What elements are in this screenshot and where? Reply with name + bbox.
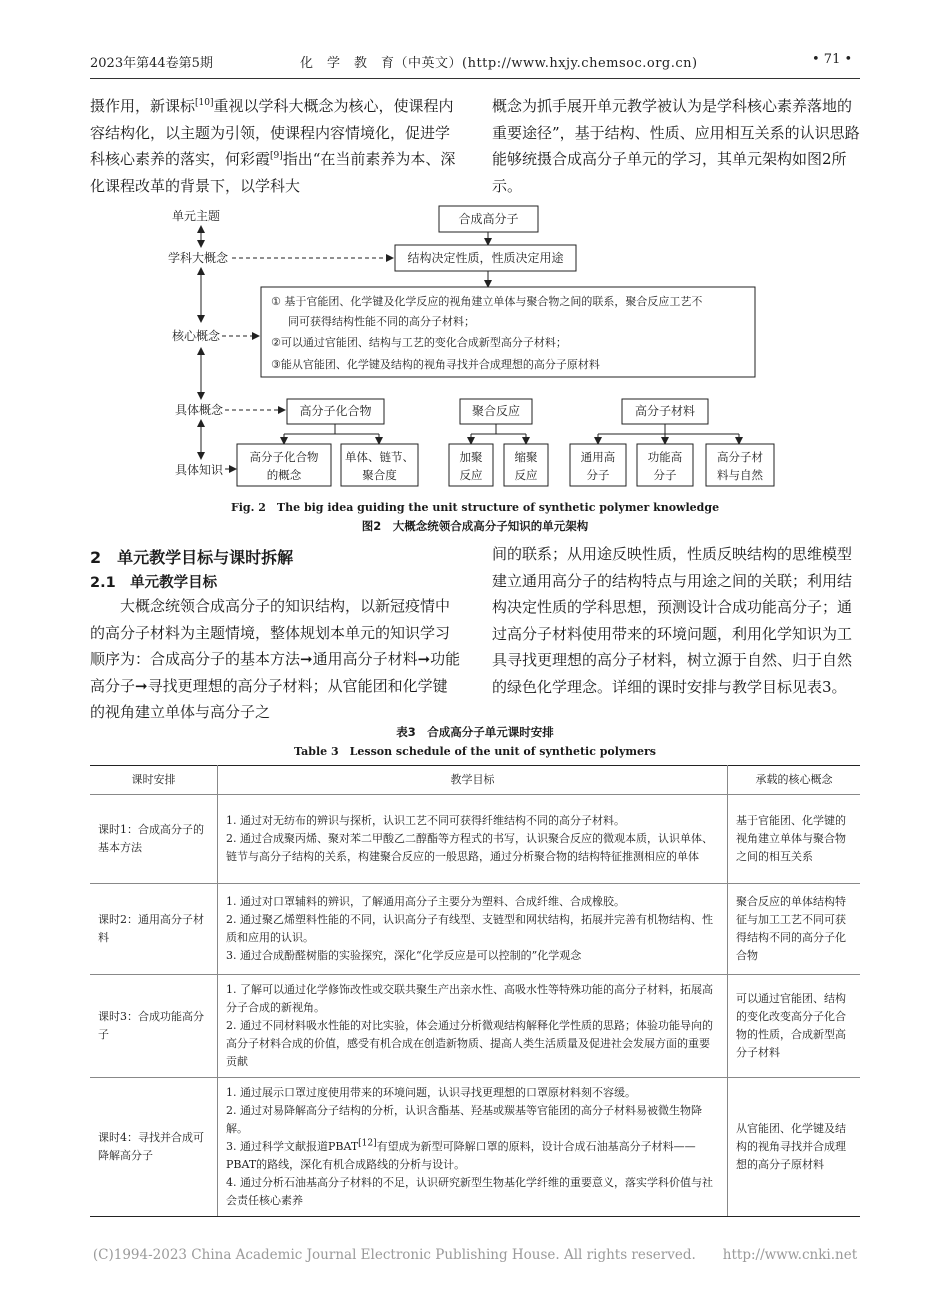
section-heading: 2 单元教学目标与课时拆解 — [90, 548, 294, 567]
goal-item: 2. 通过不同材料吸水性能的对比实验，体会通过分析微观结构解释化学性质的思路；体验功能导向的高分子材料合成的价值，感受有机合成在创造新物质、提高人类生活质量及促进社会发展方面的重要贡献 — [226, 1019, 713, 1068]
table-title-en: Table 3 Lesson schedule of the unit of synthetic polymers — [294, 745, 656, 758]
label-core-concept: 核心概念 — [172, 329, 221, 343]
citation-ref[interactable]: [12] — [358, 1138, 377, 1149]
right-column-section — [492, 541, 862, 700]
knowledge-text: 反应 — [459, 468, 483, 482]
core-line: ③能从官能团、化学键及结构的视角寻找并合成理想的高分子原材料 — [271, 358, 600, 371]
concept-polymer-compound: 高分子化合物 — [299, 404, 372, 418]
left-column-top — [90, 93, 462, 199]
unit-structure-diagram — [0, 198, 950, 498]
lesson-schedule-table — [90, 765, 860, 1217]
knowledge-text: 的概念 — [266, 468, 302, 482]
knowledge-text: 功能高 — [647, 450, 683, 464]
text-segment: 有望成为新型可降解口罩的原料，设计合成石油基高分子材料——PBAT的路线，深化有机合成路线的分析与设计。 — [226, 1140, 696, 1171]
core-cell: 可以通过官能团、结构的变化改变高分子化合物的性质，合成新型高分子材料 — [728, 975, 861, 1078]
goal-item: 1. 了解可以通过化学修饰改性或交联共聚生产出亲水性、高吸水性等特殊功能的高分子材料，拓展高分子合成的新视角。 — [226, 983, 713, 1014]
knowledge-text: 聚合度 — [362, 468, 397, 482]
core-line: 同可获得结构性能不同的高分子材料； — [288, 315, 475, 328]
goal-item: 1. 通过对无纺布的辨识与探析，认识工艺不同可获得纤维结构不同的高分子材料。 — [226, 814, 625, 827]
core-cell: 从官能团、化学键及结构的视角寻找并合成理想的高分子原材料 — [728, 1078, 861, 1217]
table-title-zh: 表3 合成高分子单元课时安排 — [396, 725, 554, 739]
knowledge-text: 缩聚 — [514, 450, 538, 464]
goals-cell — [218, 1078, 728, 1217]
knowledge-text: 料与自然 — [717, 468, 763, 482]
core-cell: 聚合反应的单体结构特征与加工工艺不同可获得结构不同的高分子化合物 — [728, 884, 861, 975]
knowledge-text: 单体、链节、 — [345, 450, 414, 464]
lesson-cell: 课时2：通用高分子材料 — [90, 884, 218, 975]
text-segment: 摄作用，新课标 — [90, 97, 196, 115]
table-header-row — [90, 766, 860, 795]
goal-item: 3. 通过合成酚醛树脂的实验探究，深化“化学反应是可以控制的”化学观念 — [226, 949, 582, 962]
citation-ref[interactable]: [9] — [270, 151, 283, 161]
column-header: 教学目标 — [218, 766, 728, 795]
citation-ref[interactable]: [10] — [195, 98, 214, 108]
paragraph: 大概念统领合成高分子的知识结构，以新冠疫情中的高分子材料为主题情境，整体规划本单元的知识学习顺序为：合成高分子的基本方法➞通用高分子材料➞功能高分子➞寻找更理想的高分子材料；从官能团和化学键的视角建立单体与高分子之 — [90, 597, 461, 721]
subsection-heading: 2.1 单元教学目标 — [90, 575, 218, 591]
lesson-cell: 课时4：寻找并合成可降解高分子 — [90, 1078, 218, 1217]
big-idea-text: 结构决定性质，性质决定用途 — [407, 251, 564, 265]
concept-polymer-material: 高分子材料 — [634, 404, 696, 418]
goal-item: 1. 通过展示口罩过度使用带来的环境问题，认识寻找更理想的口罩原材料刻不容缓。 — [226, 1086, 636, 1099]
core-line: ① 基于官能团、化学键及化学反应的视角建立单体与聚合物之间的联系，聚合反应工艺不 — [271, 295, 703, 308]
topic-text: 合成高分子 — [458, 212, 519, 226]
goal-item: 2. 通过合成聚丙烯、聚对苯二甲酸乙二醇酯等方程式的书写，认识聚合反应的微观本质，认识单体、链节与高分子结构的关系，构建聚合反应的一般思路，通过分析聚合物的结构特征推测相应的单体 — [226, 832, 713, 863]
text-segment: 指出“在当前素养为本、深化课程改革的背景下，以学科大 — [90, 150, 456, 195]
column-header: 承载的核心概念 — [728, 766, 861, 795]
table-row — [90, 884, 860, 975]
knowledge-text: 高分子材 — [717, 450, 763, 464]
text-segment: 重视以学科大概念为核心，使课程内容结构化，以主题为引领，使课程内容情境化，促进学科核心素养的落实，何彩霞 — [90, 97, 454, 168]
paragraph: 概念为抓手展开单元教学被认为是学科核心素养落地的重要途径”，基于结构、性质、应用相互关系的认识思路能够统摄合成高分子单元的学习，其单元架构如图2所示。 — [492, 97, 860, 195]
knowledge-text: 分子 — [653, 468, 677, 482]
journal-title: 化 学 教 育（中英文）(http://www.hxjy.chemsoc.org.cn) — [300, 56, 698, 71]
goal-item: 2. 通过聚乙烯塑料性能的不同，认识高分子有线型、支链型和网状结构，拓展并完善有机物结构、性质和应用的认识。 — [226, 913, 713, 944]
paragraph: 间的联系；从用途反映性质，性质反映结构的思维模型建立通用高分子的结构特点与用途之间的关联；利用结构决定性质的学科思想，预测设计合成功能高分子；通过高分子材料使用带来的环境问题，利用化学知识为工具寻找更理想的高分子材料，树立源于自然、归于自然的绿色化学理念。详细的课时安排与教学目标见表3。 — [492, 545, 853, 696]
goal-item: 2. 通过对易降解高分子结构的分析，认识含酯基、羟基或羰基等官能团的高分子材料易被微生物降解。 — [226, 1104, 702, 1135]
knowledge-text: 分子 — [586, 468, 610, 482]
label-specific-concept: 具体概念 — [175, 403, 224, 417]
label-specific-knowledge: 具体知识 — [175, 463, 224, 477]
header-rule — [90, 78, 860, 79]
goals-cell — [218, 975, 728, 1078]
table-row — [90, 1078, 860, 1217]
figure-caption-en: Fig. 2 The big idea guiding the unit structure of synthetic polymer knowledge — [230, 501, 720, 514]
copyright-footer: (C)1994-2023 China Academic Journal Electronic Publishing House. All rights reserved. http://www.cnki.net — [92, 1247, 858, 1263]
left-column-section — [90, 593, 462, 726]
journal-issue: 2023年第44卷第5期 — [90, 56, 213, 71]
table-row — [90, 795, 860, 884]
lesson-cell: 课时1：合成高分子的基本方法 — [90, 795, 218, 884]
goals-cell — [218, 884, 728, 975]
figure-caption-zh: 图2 大概念统领合成高分子知识的单元架构 — [361, 519, 589, 533]
label-big-idea: 学科大概念 — [168, 251, 229, 265]
column-header: 课时安排 — [90, 766, 218, 795]
page-number: • 71 • — [812, 52, 853, 67]
knowledge-text: 高分子化合物 — [249, 450, 319, 464]
knowledge-boxes — [237, 444, 774, 486]
concept-polymerization: 聚合反应 — [471, 404, 521, 418]
lesson-cell: 课时3：合成功能高分子 — [90, 975, 218, 1078]
goals-cell — [218, 795, 728, 884]
goal-item — [226, 1138, 719, 1174]
core-line: ②可以通过官能团、结构与工艺的变化合成新型高分子材料； — [271, 336, 567, 349]
goal-item: 1. 通过对口罩辅料的辨识，了解通用高分子主要分为塑料、合成纤维、合成橡胶。 — [226, 895, 625, 908]
knowledge-text: 加聚 — [459, 450, 483, 464]
tree-connectors — [284, 424, 739, 444]
right-column-top — [492, 93, 862, 199]
knowledge-text: 通用高 — [580, 450, 616, 464]
knowledge-text: 反应 — [514, 468, 538, 482]
table-row — [90, 975, 860, 1078]
text-segment: 3. 通过科学文献报道PBAT — [226, 1140, 359, 1153]
goal-item: 4. 通过分析石油基高分子材料的不足，认识研究新型生物基化学纤维的重要意义，落实学科价值与社会责任核心素养 — [226, 1176, 713, 1207]
core-cell: 基于官能团、化学键的视角建立单体与聚合物之间的相互关系 — [728, 795, 861, 884]
label-unit-topic: 单元主题 — [172, 209, 221, 223]
